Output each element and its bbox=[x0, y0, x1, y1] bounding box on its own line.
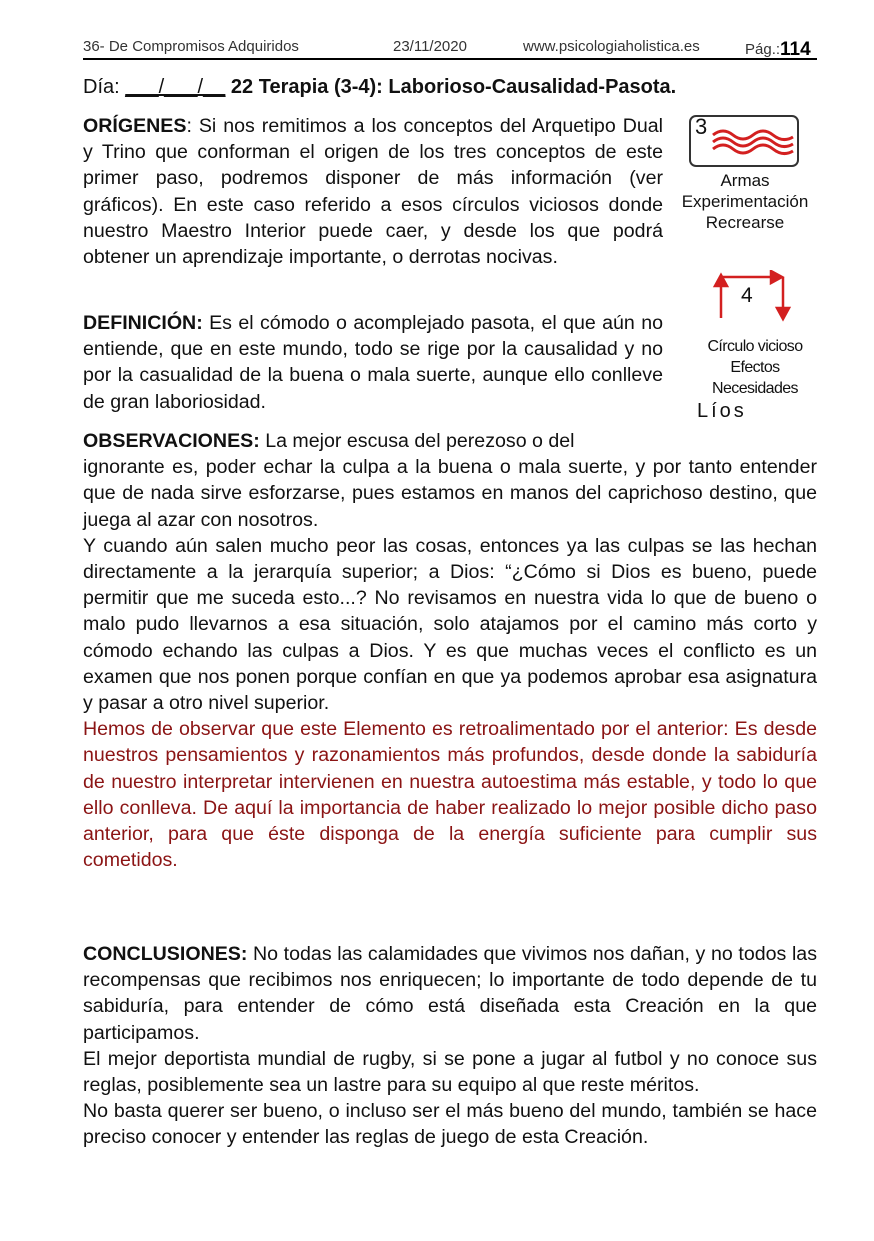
origenes-heading: ORÍGENES bbox=[83, 115, 187, 137]
figure-4-extra-label: Líos bbox=[697, 400, 747, 422]
section-definicion bbox=[83, 310, 663, 415]
conclusiones-heading: CONCLUSIONES: bbox=[83, 943, 248, 965]
header-website: www.psicologiaholistica.es bbox=[523, 38, 700, 55]
page-label: Pág.: bbox=[745, 41, 781, 58]
conclusiones-paragraph-2: El mejor deportista mundial de rugby, si se pone a jugar al futbol y no conoce sus reglas, posiblemente sea un lastre para su equipo al que reste méritos. bbox=[83, 1047, 817, 1097]
page-title bbox=[83, 76, 676, 99]
observaciones-first-text: La mejor escusa del perezoso o del bbox=[259, 430, 575, 452]
origenes-text: : Si nos remitimos a los conceptos del Arquetipo Dual y Trino que conforman el origen de los tres conceptos de este primer paso, podremos disponer de más información (ver gráficos). En este caso referido a esos círculos viciosos donde nuestro Maestro Interior puede caer, y desde los que podrá obtener un aprendizaje importante, o derrotas nocivas. bbox=[83, 115, 663, 269]
figure-4-label: Necesidades bbox=[712, 380, 798, 397]
header-date: 23/11/2020 bbox=[393, 38, 467, 55]
section-conclusiones bbox=[83, 941, 817, 1151]
figure-3-number: 3 bbox=[695, 114, 708, 139]
cycle-arrows-icon bbox=[705, 270, 805, 330]
figure-4-labels bbox=[680, 336, 830, 399]
figure-3-label: Recrearse bbox=[705, 213, 785, 232]
day-label: Día: bbox=[83, 76, 120, 98]
title-heading: 22 Terapia (3-4): Laborioso-Causalidad-Pasota. bbox=[230, 76, 677, 98]
observaciones-text: ignorante es, poder echar la culpa a la buena o mala suerte, y por tanto entender que de nada sirve esforzarse, pues estamos en manos del caprichoso destino, que juega al azar con nosotros. bbox=[83, 456, 817, 531]
observaciones-paragraph-2: Y cuando aún salen mucho peor las cosas, entonces ya las culpas se las hechan directamente a la jerarquía superior; a Dios: “¿Cómo si Dios es bueno, puede permitir que me suceda esto...? No revisamos en nuestra vida lo que de bueno o malo pudo llevarnos a esa situación, solo atajamos por el camino más corto y cómodo echando las culpas a Dios. Y es que muchas veces el conflicto es un examen que nos ponen porque confían en que ya podemos aprobar esa asignatura y pasar a otro nivel superior. bbox=[83, 534, 817, 715]
figure-3-labels bbox=[650, 170, 840, 233]
page-number: 114 bbox=[780, 39, 811, 60]
definicion-text: Es el cómodo o acomplejado pasota, el que aún no entiende, que en este mundo, todo se rige por la causalidad y no por la casualidad de la buena o mala suerte, aunque ello conlleve de gran laboriosidad. bbox=[83, 312, 663, 413]
figure-4-label: Círculo viciosо bbox=[707, 338, 803, 355]
conclusiones-paragraph-1 bbox=[83, 941, 817, 1046]
definicion-heading: DEFINICIÓN: bbox=[83, 312, 203, 334]
document-title: 36- De Compromisos Adquiridos bbox=[83, 38, 299, 55]
observaciones-paragraph-red: Hemos de observar que este Elemento es retroalimentado por el anterior: Es desde nuestros pensamientos y razonamientos más profundos, desde donde la sabiduría de nuestro interpretar intervienen en nuestra autoestima más estable, y todo lo que ello conlleva. De aquí la importancia de haber realizado lo mejor posible dicho paso anterior, para que éste disponga de la energía suficiente para cumplir sus cometidos. bbox=[83, 718, 817, 872]
figure-3-label: Experimentación bbox=[681, 192, 809, 211]
observaciones-heading: OBSERVACIONES: bbox=[83, 430, 260, 452]
section-origenes bbox=[83, 113, 663, 270]
page-number-block bbox=[745, 38, 811, 60]
figure-4-number: 4 bbox=[741, 284, 753, 307]
waves-icon bbox=[709, 125, 795, 159]
observaciones-first-line bbox=[83, 428, 817, 454]
figure-3-label: Armas bbox=[720, 171, 770, 190]
conclusiones-text: No todas las calamidades que vivimos nos dañan, y no todos las recompensas que recibimos nos enriquecen; lo importante de todo depende de tu sabiduría, para entender de cómo está diseñada esta Creación en la que participamos. bbox=[83, 943, 817, 1044]
section-observaciones bbox=[83, 428, 817, 873]
figure-4-label: Efectos bbox=[730, 359, 780, 376]
day-blanks: ___/___/__ bbox=[125, 76, 226, 98]
page-header bbox=[83, 36, 817, 60]
figure-3-box bbox=[689, 115, 799, 167]
conclusiones-paragraph-3: No basta querer ser bueno, o incluso ser el más bueno del mundo, también se hace preciso conocer y entender las reglas de juego de esta Creación. bbox=[83, 1100, 817, 1149]
